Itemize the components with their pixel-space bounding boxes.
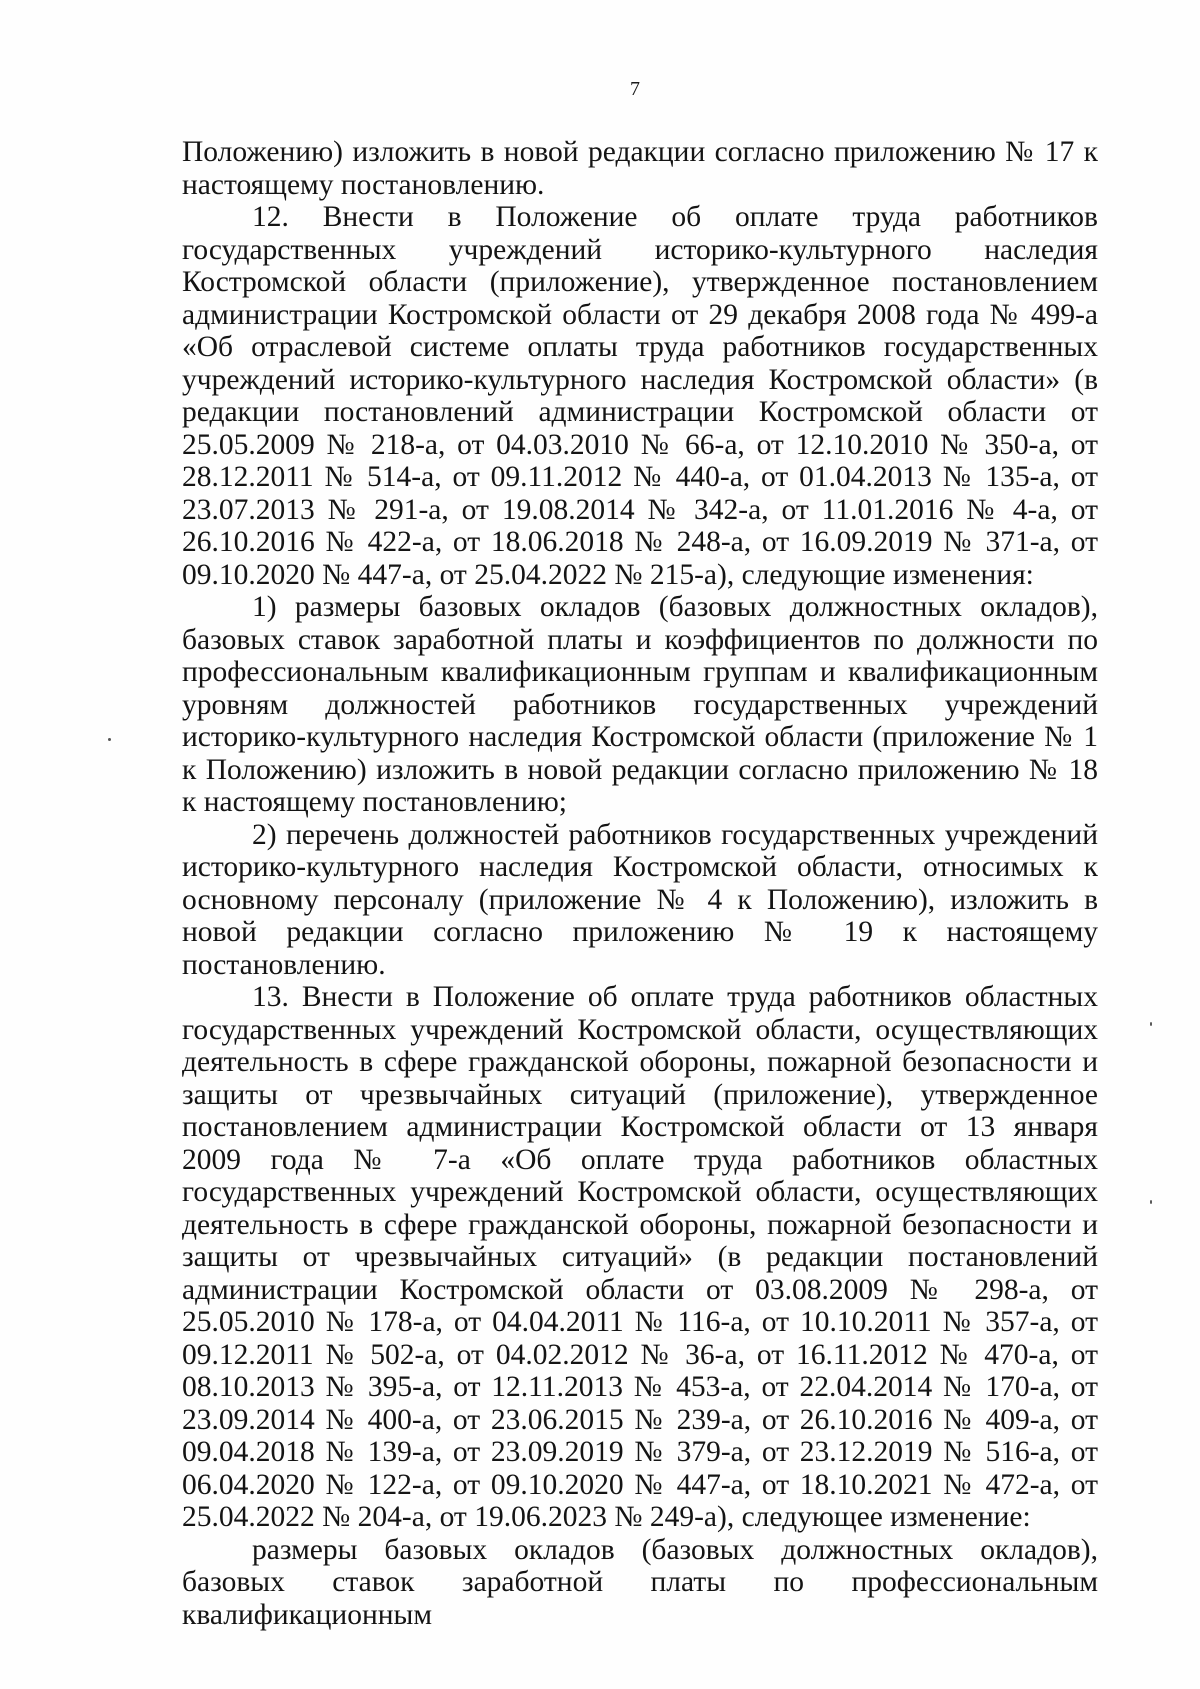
paragraph-subitem-1: 1) размеры базовых окладов (базовых должностных окладов), базовых ставок заработной платы и коэффициентов по должности по профессиональным квалификационным группам и квалификационным уровням должностей работников государственных учреждений историко-культурного наследия Костромской области (приложение № 1 к Положению) изложить в новой редакции согласно приложению № 18 к настоящему постановлению; [182, 591, 1098, 818]
page-number: 7 [630, 78, 640, 100]
scan-speck [1150, 1200, 1152, 1204]
scan-speck [1150, 1022, 1152, 1026]
paragraph-subitem-2: 2) перечень должностей работников государственных учреждений историко-культурного наследия Костромской области, относимых к основному персоналу (приложение № 4 к Положению), изложить в новой редакции согласно приложению № 19 к настоящему постановлению. [182, 818, 1098, 981]
paragraph-continuation: Положению) изложить в новой редакции согласно приложению № 17 к настоящему постановлению. [182, 136, 1098, 201]
paragraph-item-12: 12. Внести в Положение об оплате труда работников государственных учреждений историко-культурного наследия Костромской области (приложение), утвержденное постановлением администрации Костромской области от 29 декабря 2008 года № 499-а «Об отраслевой системе оплаты труда работников государственных учреждений историко-культурного наследия Костромской области» (в редакции постановлений администрации Костромской области от 25.05.2009 № 218-а, от 04.03.2010 № 66-а, от 12.10.2010 № 350-а, от 28.12.2011 № 514-а, от 09.11.2012 № 440-а, от 01.04.2013 № 135-а, от 23.07.2013 № 291-а, от 19.08.2014 № 342-а, от 11.01.2016 № 4-а, от 26.10.2016 № 422-а, от 18.06.2018 № 248-а, от 16.09.2019 № 371-а, от 09.10.2020 № 447-а, от 25.04.2022 № 215-а), следующие изменения: [182, 201, 1098, 591]
document-body [182, 136, 1098, 1631]
scan-speck [108, 738, 111, 741]
paragraph-item-13-change: размеры базовых окладов (базовых должностных окладов), базовых ставок заработной платы по профессиональным квалификационным [182, 1533, 1098, 1631]
paragraph-item-13: 13. Внести в Положение об оплате труда работников областных государственных учреждений Костромской области, осуществляющих деятельность в сфере гражданской обороны, пожарной безопасности и защиты от чрезвычайных ситуаций (приложение), утвержденное постановлением администрации Костромской области от 13 января 2009 года № 7-а «Об оплате труда работников областных государственных учреждений Костромской области, осуществляющих деятельность в сфере гражданской обороны, пожарной безопасности и защиты от чрезвычайных ситуаций» (в редакции постановлений администрации Костромской области от 03.08.2009 № 298-а, от 25.05.2010 № 178-а, от 04.04.2011 № 116-а, от 10.10.2011 № 357-а, от 09.12.2011 № 502-а, от 04.02.2012 № 36-а, от 16.11.2012 № 470-а, от 08.10.2013 № 395-а, от 12.11.2013 № 453-а, от 22.04.2014 № 170-а, от 23.09.2014 № 400-а, от 23.06.2015 № 239-а, от 26.10.2016 № 409-а, от 09.04.2018 № 139-а, от 23.09.2019 № 379-а, от 23.12.2019 № 516-а, от 06.04.2020 № 122-а, от 09.10.2020 № 447-а, от 18.10.2021 № 472-а, от 25.04.2022 № 204-а, от 19.06.2023 № 249-а), следующее изменение: [182, 981, 1098, 1533]
